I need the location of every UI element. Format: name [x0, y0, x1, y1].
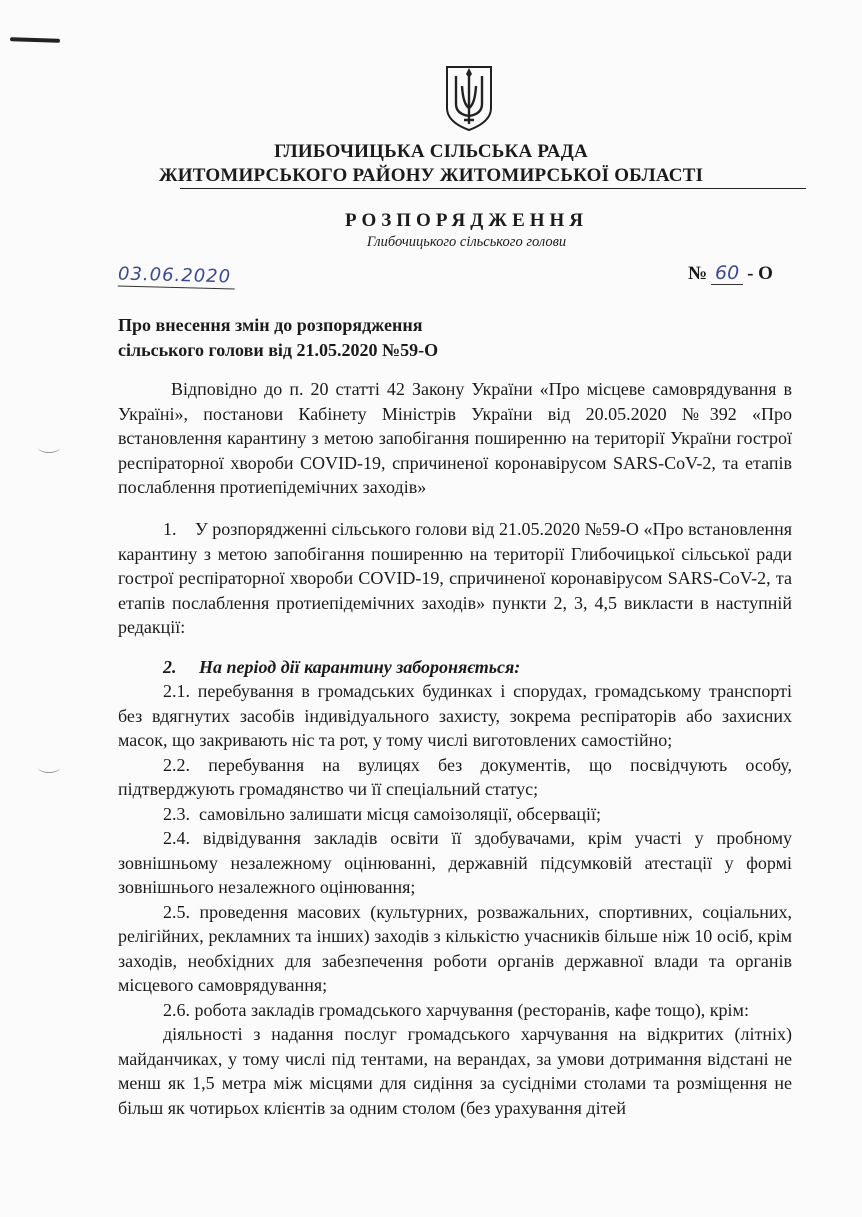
subitem-2-6: 2.6. робота закладів громадського харчування (ресторанів, кафе тощо), крім: — [163, 999, 749, 1020]
document-number — [688, 262, 773, 285]
subitem-2-2: 2.2. перебування на вулицях без документів, що посвідчують особу, підтверджують громадянство чи її спеціальний статус; — [118, 754, 792, 799]
punch-hole-mark — [38, 762, 60, 773]
document-date: 03.06.2020 — [118, 263, 236, 289]
number-value: 60 — [711, 262, 743, 285]
subitem-2-1: 2.1. перебування в громадських будинках і спорудах, громадському транспорті без вдягнутих засобів індивідуального захисту, зокрема респіраторів або захисних масок, що закривають ніс та рот, у тому числі виготовлених самостійно; — [118, 681, 792, 750]
punch-hole-mark — [38, 442, 60, 453]
number-prefix: № — [688, 263, 708, 284]
header-divider — [180, 188, 806, 189]
subject-line2: сільського голови від 21.05.2020 №59-О — [118, 340, 439, 360]
subitem-2-5: 2.5. проведення масових (культурних, розважальних, спортивних, соціальних, релігійних, рекламних та інших) заходів з кількістю учасників більше ніж 10 осіб, крім заходів, необхідних для забезпечення роботи органів державної влади та органів місцевого самоврядування; — [118, 901, 792, 995]
document-type: РОЗПОРЯДЖЕННЯ — [344, 210, 589, 231]
subitem-2-4: 2.4. відвідування закладів освіти її здобувачами, крім участі у пробному зовнішньому незалежному оцінюванні, державній підсумковій атестації у формі зовнішнього незалежного оцінювання; — [118, 828, 792, 897]
document-issuer: Глибочицького сільського голови — [366, 234, 567, 250]
margin-mark — [10, 37, 60, 43]
organization-name-line1: ГЛИБОЧИЦЬКА СІЛЬСЬКА РАДА — [274, 141, 588, 162]
preamble-paragraph: Відповідно до п. 20 статті 42 Закону України «Про місцеве самоврядування в Україні», постанови Кабінету Міністрів України від 20.05.2020 №392 «Про встановлення карантину з метою запобігання поширенню на території України гострої респіраторної хвороби COVID-19, спричиненої коронавірусом SARS-CoV-2, та етапів послаблення протиепідемічних заходів» — [118, 379, 792, 497]
paragraph-item-2-heading: 2. На період дії карантину забороняється: — [163, 656, 521, 677]
number-suffix: - О — [747, 263, 773, 284]
preamble-block — [118, 377, 792, 500]
subitem-2-6-exception: діяльності з надання послуг громадського харчування на відкритих (літніх) майданчиках, у тому числі під тентами, на верандах, за умови дотримання відстані не менш як 1,5 метра між місцями для сидіння за сусідніми столами та розміщення не більш як чотирьох клієнтів за одним столом (без урахування дітей — [118, 1024, 792, 1118]
organization-name-line2: ЖИТОМИРСЬКОГО РАЙОНУ ЖИТОМИРСЬКОЇ ОБЛАСТІ — [158, 165, 704, 186]
subject-line1: Про внесення змін до розпорядження — [118, 315, 423, 335]
coat-of-arms-icon — [444, 64, 494, 132]
paragraph-item-1: 1. У розпорядженні сільського голови від 21.05.2020 №59-О «Про встановлення карантину з метою запобігання поширенню на території Глибочицької сільської ради гострої респіраторної хвороби COVID-19, спричиненої коронавірусом SARS-CoV-2, та етапів послаблення протиепідемічних заходів» пункти 2, 3, 4,5 викласти в наступній редакції: — [118, 519, 792, 637]
subitem-2-3: 2.3. самовільно залишати місця самоізоляції, обсервації; — [163, 803, 601, 824]
main-body — [118, 517, 792, 1120]
document-subject — [118, 313, 438, 363]
